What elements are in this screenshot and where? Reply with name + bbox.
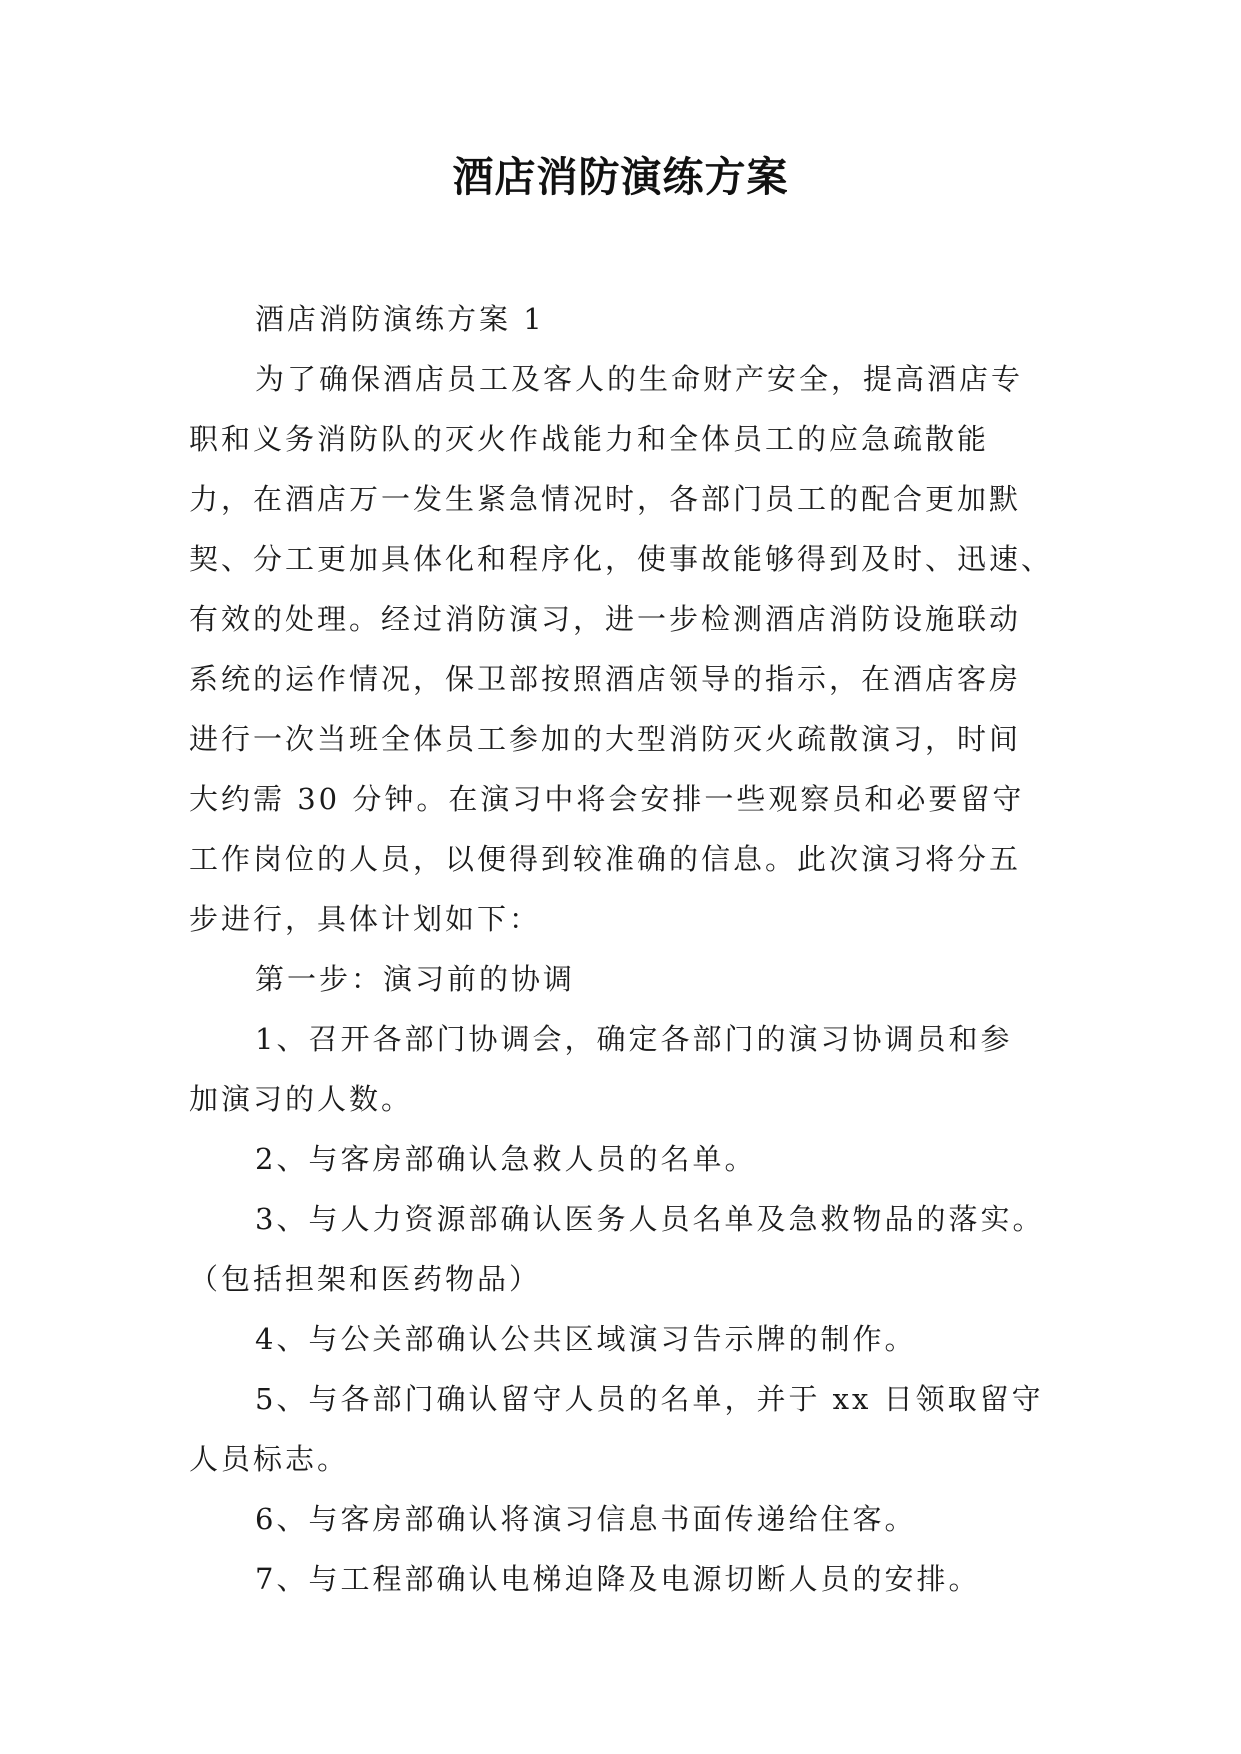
intro-line: 步进行，具体计划如下： [189, 902, 542, 936]
list-item-line: 加演习的人数。 [189, 1082, 414, 1116]
section-heading [189, 289, 1049, 349]
list-item [189, 1009, 1049, 1129]
intro-line: 进行一次当班全体员工参加的大型消防灭火疏散演习，时间 [189, 722, 1022, 756]
intro-line: 力，在酒店万一发生紧急情况时，各部门员工的配合更加默 [189, 482, 1022, 516]
step-heading-text: 第一步：演习前的协调 [255, 962, 576, 996]
list-item-line: 2、与客房部确认急救人员的名单。 [255, 1142, 757, 1176]
list-item-line: （包括担架和医药物品） [189, 1262, 542, 1296]
list-item-line: 7、与工程部确认电梯迫降及电源切断人员的安排。 [255, 1562, 981, 1596]
step-heading [189, 949, 1049, 1009]
list-item-line: 1、召开各部门协调会，确定各部门的演习协调员和参 [255, 1022, 1013, 1056]
list-item-line: 6、与客房部确认将演习信息书面传递给住客。 [255, 1502, 917, 1536]
document-title: 酒店消防演练方案 [452, 153, 789, 201]
list-item [189, 1189, 1049, 1309]
list-item [189, 1489, 1049, 1549]
intro-line: 系统的运作情况，保卫部按照酒店领导的指示，在酒店客房 [189, 662, 1022, 696]
section-heading-text: 酒店消防演练方案 1 [255, 302, 545, 336]
intro-line: 契、分工更加具体化和程序化，使事故能够得到及时、迅速、 [189, 542, 1054, 576]
intro-line: 工作岗位的人员，以便得到较准确的信息。此次演习将分五 [189, 842, 1022, 876]
intro-line: 大约需 30 分钟。在演习中将会安排一些观察员和必要留守 [189, 782, 1025, 816]
intro-line: 职和义务消防队的灭火作战能力和全体员工的应急疏散能 [189, 422, 990, 456]
list-item [189, 1549, 1049, 1609]
list-item [189, 1369, 1049, 1489]
list-item-line: 3、与人力资源部确认医务人员名单及急救物品的落实。 [255, 1202, 1045, 1236]
intro-line: 有效的处理。经过消防演习，进一步检测酒店消防设施联动 [189, 602, 1022, 636]
list-item-line: 人员标志。 [189, 1442, 350, 1476]
list-item [189, 1309, 1049, 1369]
list-item-line: 5、与各部门确认留守人员的名单，并于 xx 日领取留守 [255, 1382, 1044, 1416]
intro-paragraph [189, 349, 1054, 949]
intro-line: 为了确保酒店员工及客人的生命财产安全，提高酒店专 [255, 362, 1024, 396]
list-item-line: 4、与公关部确认公共区域演习告示牌的制作。 [255, 1322, 917, 1356]
document-body [189, 289, 1054, 1609]
list-item [189, 1129, 1049, 1189]
